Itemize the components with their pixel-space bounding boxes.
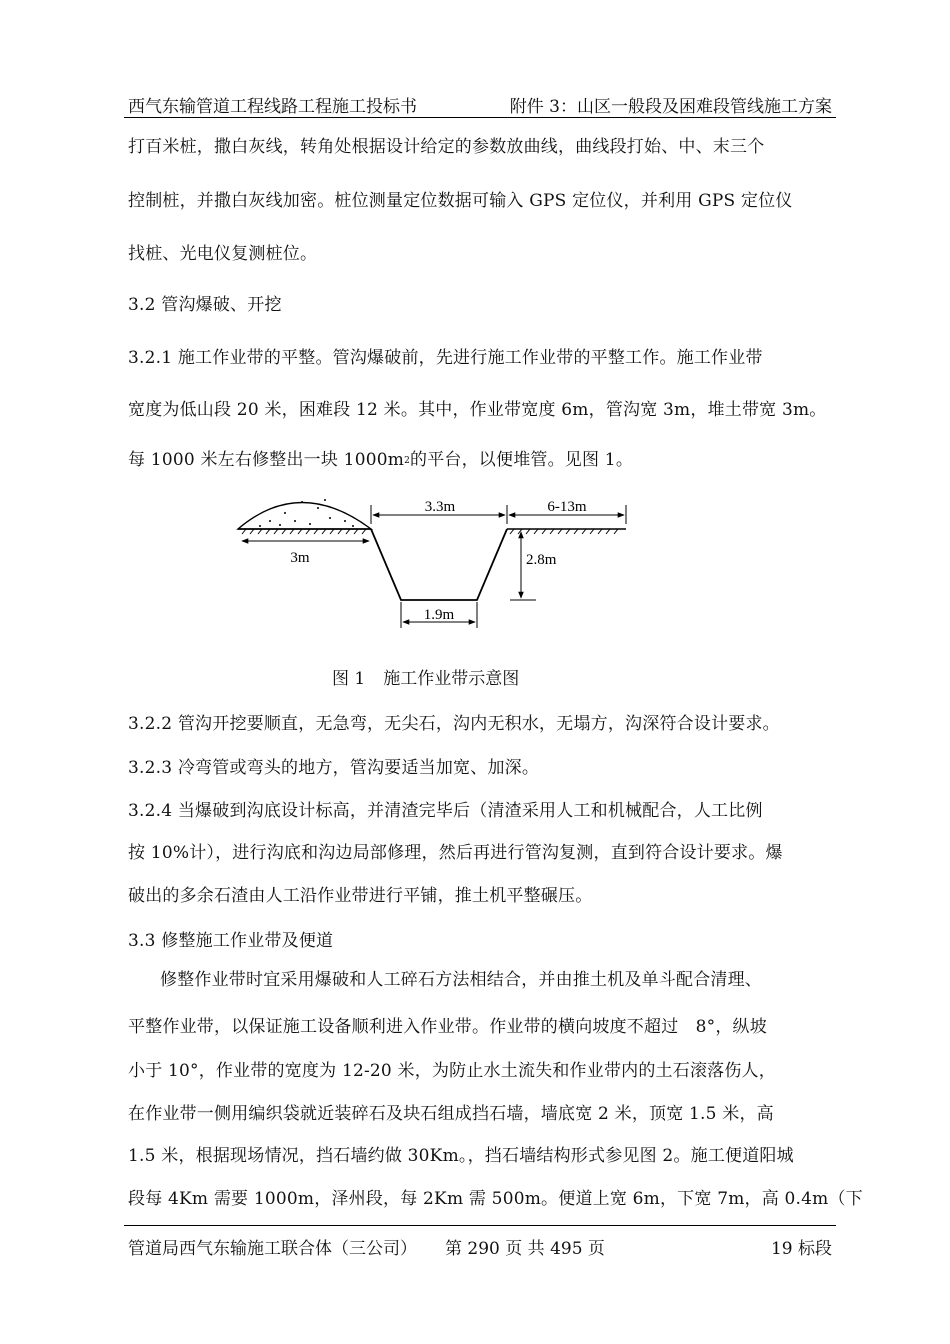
text-run: 每 1000 米左右修整出一块 1000m: [128, 450, 405, 470]
paragraph-line: 按 10%计），进行沟底和沟边局部修理，然后再进行管沟复测，直到符合设计要求。爆: [128, 843, 783, 863]
paragraph-line: 破出的多余石渣由人工沿作业带进行平铺，推土机平整碾压。: [128, 886, 593, 906]
figure-caption: [332, 664, 519, 689]
section-heading-3-2: 3.2 管沟爆破、开挖: [128, 295, 282, 315]
header-right-title: 附件 3：山区一般段及困难段管线施工方案: [509, 97, 832, 117]
paragraph-line: 3.2.4 当爆破到沟底设计标高，并清渣完毕后（清渣采用人工和机械配合，人工比例: [128, 801, 763, 821]
paragraph-line: 3.2.1 施工作业带的平整。管沟爆破前，先进行施工作业带的平整工作。施工作业带: [128, 348, 763, 368]
header-left-title: 西气东输管道工程线路工程施工投标书: [128, 97, 417, 117]
footer-page-number: 第 290 页 共 495 页: [445, 1239, 605, 1259]
caption-text: 施工作业带示意图: [383, 669, 520, 689]
superscript: 2: [404, 456, 410, 466]
label-trench-depth: 2.8m: [526, 552, 557, 568]
paragraph-line: 找桩、光电仪复测桩位。: [128, 244, 318, 264]
caption-number: 图 1: [332, 669, 366, 689]
paragraph-line: 宽度为低山段 20 米，困难段 12 米。其中，作业带宽度 6m，管沟宽 3m，堆土带宽 3m。: [128, 400, 827, 420]
label-trench-top-width: 3.3m: [424, 499, 456, 515]
paragraph-line: [128, 445, 633, 470]
text-run: 的平台，以便堆管。见图 1。: [410, 450, 634, 470]
paragraph-line: 在作业带一侧用编织袋就近装碎石及块石组成挡石墙，墙底宽 2 米，顶宽 1.5 米，高: [128, 1104, 774, 1124]
spoil-mound: [238, 503, 371, 530]
paragraph-line: 控制桩，并撒白灰线加密。桩位测量定位数据可输入 GPS 定位仪，并利用 GPS 定位仪: [128, 191, 793, 211]
paragraph-line: 打百米桩，撒白灰线，转角处根据设计给定的参数放曲线，曲线段打始、中、末三个: [128, 137, 765, 157]
label-strip-width: 6-13m: [547, 499, 587, 515]
paragraph-line: 3.2.2 管沟开挖要顺直，无急弯，无尖石，沟内无积水，无塌方，沟深符合设计要求。: [128, 714, 780, 734]
paragraph-line: 小于 10°，作业带的宽度为 12-20 米，为防止水土流失和作业带内的土石滚落伤人，: [128, 1061, 776, 1081]
paragraph-line: 平整作业带，以保证施工设备顺利进入作业带。作业带的横向坡度不超过 8°，纵坡: [128, 1017, 767, 1037]
paragraph-line: 段每 4Km 需要 1000m，泽州段，每 2Km 需 500m。便道上宽 6m，下宽 7m，高 0.4m（下: [128, 1189, 863, 1209]
trench-outline: [371, 529, 507, 600]
label-trench-bottom-width: 1.9m: [423, 607, 455, 623]
footer-section: 19 标段: [770, 1239, 832, 1259]
paragraph-line: 3.2.3 冷弯管或弯头的地方，管沟要适当加宽、加深。: [128, 758, 540, 778]
footer-company: 管道局西气东输施工联合体（三公司）: [128, 1239, 417, 1259]
footer-rule: [124, 1225, 836, 1226]
paragraph-line: 1.5 米，根据现场情况，挡石墙约做 30Km。，挡石墙结构形式参见图 2。施工便道阳城: [128, 1146, 794, 1166]
section-heading-3-3: 3.3 修整施工作业带及便道: [128, 931, 334, 951]
label-spoil-width: 3m: [290, 550, 310, 566]
paragraph-line: 修整作业带时宜采用爆破和人工碎石方法相结合，并由推土机及单斗配合清理、: [160, 970, 762, 990]
work-strip-diagram: [230, 488, 630, 633]
header-rule: [124, 117, 836, 118]
